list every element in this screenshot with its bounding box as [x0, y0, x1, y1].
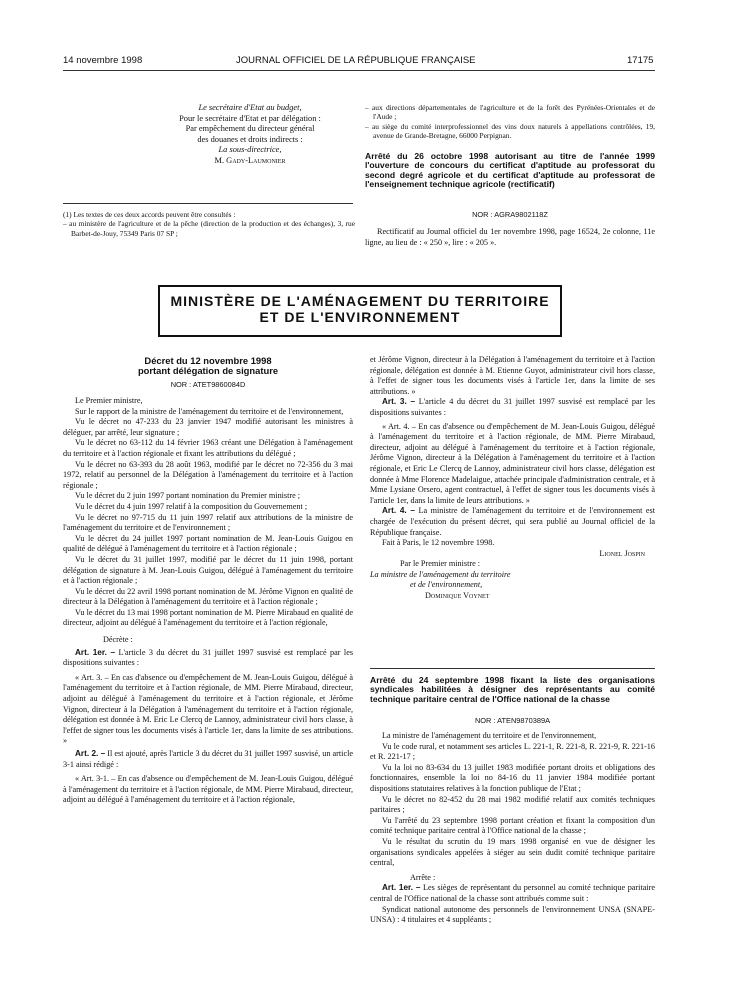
decree-body-right — [370, 355, 655, 602]
article-label: Art. 3. – — [382, 397, 416, 407]
fait-a-paris: Fait à Paris, le 12 novembre 1998. — [382, 538, 495, 548]
paragraph: Sur le rapport de la ministre de l'aménagement du territoire et de l'environnement, — [75, 406, 344, 416]
paragraph: Vu le décret no 82-452 du 28 mai 1982 modifié relatif aux comités techniques paritaires ; — [370, 794, 655, 815]
par-premier-ministre: Par le Premier ministre : — [400, 559, 481, 569]
paragraph: Vu le décret du 24 juillet 1997 portant nomination de M. Jean-Louis Guigou en qualité de délégué à l'aménagement du territoire et à l'action régionale ; — [63, 533, 353, 554]
top-right-list — [365, 103, 655, 141]
paragraph: La ministre de l'aménagement du territoire et de l'environnement, — [382, 731, 597, 740]
paragraph: Vu le décret du 4 juin 1997 relatif à la composition du Gouvernement ; — [75, 501, 308, 511]
paragraph: Vu le résultat du scrutin du 19 mars 1998 organisé en vue de désigner les organisations syndicales appelées à siéger au sein dudit comité technique paritaire central, — [370, 836, 655, 868]
ministry-title-line: ET DE L'ENVIRONNEMENT — [259, 309, 461, 325]
article-1 — [63, 648, 353, 669]
paragraph: et Jérôme Vignon, directeur à la Délégation à l'aménagement du territoire et à l'action régionale, délégation est donnée à M. Etienne Guyot, administrateur civil hors classe, à l'effet de signer tous les documents visés à l'article 1er, dans la limite de ses attributions. » — [370, 355, 655, 396]
paragraph: Vu le décret no 47-233 du 23 janvier 1947 modifié autorisant les ministres à déléguer, par arrêté, leur signature ; — [63, 417, 353, 437]
decree-title-line: Décret du 12 novembre 1998 — [144, 355, 272, 366]
header-rule — [63, 70, 655, 71]
article-label: Art. 4. – — [382, 506, 415, 516]
sig-line: Pour le secrétaire d'Etat et par délégation : — [179, 113, 321, 123]
syndicat-line: Syndicat national autonome des personnels de l'environnement UNSA (SNAPE-UNSA) : 4 titulaires et 4 suppléants ; — [370, 904, 655, 925]
decree-title-line: portant délégation de signature — [137, 365, 279, 376]
nor-ref-atet: NOR : ATET9860084D — [170, 380, 246, 389]
nor-ref-aten: NOR : ATEN9870389A — [474, 716, 551, 725]
article-text: L'article 3 du décret du 31 juillet 1997 susvisé est remplacé par les dispositions suivantes : — [63, 647, 354, 668]
article-text: Les sièges de représentant du personnel au comité technique paritaire central de l'Office national de la chasse sont attribués comme suit : — [370, 883, 655, 903]
ministry-heading-box — [158, 285, 562, 337]
article-text: Il est ajouté, après l'article 3 du décret du 31 juillet 1997 susvisé, un article 3-1 ainsi rédigé : — [63, 749, 353, 769]
section-rule — [370, 668, 655, 669]
paragraph: Vu le décret no 97-715 du 11 juin 1997 relatif aux attributions de la ministre de l'aménagement du territoire et de l'environnement ; — [63, 512, 353, 533]
nor-ref-agra: NOR : AGRA9802118Z — [472, 210, 548, 219]
sig-line: Par empêchement du directeur général — [185, 124, 315, 134]
decrete: Décrète : — [103, 635, 133, 645]
ministre-name: Dominique Voynet — [425, 591, 490, 601]
paragraph: Vu le décret du 13 mai 1998 portant nomination de M. Pierre Mirabaud en qualité de directeur, adjoint au délégué à l'aménagement du territoire et à l'action régionale, — [63, 607, 353, 628]
ministry-title-line: MINISTÈRE DE L'AMÉNAGEMENT DU TERRITOIRE — [170, 293, 550, 309]
arrete-body — [370, 731, 655, 926]
article-label: Art. 2. – — [75, 749, 106, 758]
ministre-title-2: et de l'environnement, — [410, 580, 483, 590]
sig-name: M. Gady-Laumonier — [214, 155, 286, 165]
article-label: Art. 1er. – — [75, 647, 116, 657]
paragraph: Vu le décret du 22 avril 1998 portant nomination de M. Jérôme Vignon en qualité de directeur à la Délégation à l'aménagement du territoire et à l'action régionale ; — [63, 586, 353, 607]
paragraph: Vu le décret du 2 juin 1997 portant nomination du Premier ministre ; — [75, 491, 301, 501]
paragraph: Vu l'arrêté du 23 septembre 1998 portant création et fixant la composition d'un comité technique paritaire central à l'Office national de la chasse ; — [370, 815, 655, 836]
paragraph: Vu le code rural, et notamment ses articles L. 221-1, R. 221-8, R. 221-9, R. 221-16 et R. 221-17 ; — [370, 741, 655, 762]
quote-art-4: « Art. 4. – En cas d'absence ou d'empêchement de M. Jean-Louis Guigou, délégué à l'aménagement du territoire et à l'action régionale, de MM. Pierre Mirabaud, directeur, adjoint au délégué à l'aménagement du territoire et à l'action régionale, Jérôme Vignon, directeur à la Délégation à l'aménagement du territoire et à l'action régionale, et Eric Le Clercq de Lannoy, administrateur civil hors classe, délégation est donnée à Mme Florence Madelaigue, attachée principale d'administration centrale, et à Mme Lysiane Orsero, agent contractuel, à l'effet de signer tous les documents visés à l'article 1er, dans la limite de leurs attributions. » — [370, 421, 655, 505]
paragraph: Vu le décret du 31 juillet 1997, modifié par le décret du 11 juin 1998, portant délégation de signature à M. Jean-Louis Guigou, délégué à l'aménagement du territoire et à l'action régionale ; — [63, 554, 353, 586]
ministre-title: La ministre de l'aménagement du territoire — [370, 569, 511, 579]
article-text: L'article 4 du décret du 31 juillet 1997 susvisé est remplacé par les dispositions suivantes : — [370, 397, 656, 417]
header-journal-title: JOURNAL OFFICIEL DE LA RÉPUBLIQUE FRANÇAISE — [236, 55, 476, 66]
footnote-line: (1) Les textes de ces deux accords peuvent être consultés : — [63, 210, 236, 219]
decree-title — [63, 356, 353, 376]
sig-line: La sous-directrice, — [218, 145, 282, 155]
article-label: Art. 1er. – — [382, 883, 421, 893]
paragraph: Le Premier ministre, — [75, 396, 143, 405]
quote-art-3: « Art. 3. – En cas d'absence ou d'empêchement de M. Jean-Louis Guigou, délégué à l'aménagement du territoire et à l'action régionale, de MM. Pierre Mirabaud, directeur, adjoint au délégué à l'aménagement du territoire et à l'action régionale, et Jérôme Vignon, directeur à la Délégation à l'aménagement du territoire et à l'action régionale, délégation est donnée à M. Eric Le Clercq de Lannoy, administrateur civil hors classe, à l'effet de signer tous les documents visés à l'article 1er, dans la limite de ses attributions. » — [63, 672, 353, 746]
footnote-line: – au ministère de l'agriculture et de la pêche (direction de la production et des échanges), 3, rue Barbet-de-Jouy, 75349 Paris 07 SP ; — [63, 219, 355, 238]
header-page-number: 17175 — [627, 55, 654, 66]
rectificatif-text — [365, 227, 655, 248]
paragraph: Vu le décret no 63-393 du 28 août 1963, modifié par le décret no 72-356 du 3 mai 1972, relatif au personnel de la Délégation à l'aménagement du territoire et à l'action régionale ; — [63, 459, 353, 490]
paragraph: Vu la loi no 83-634 du 13 juillet 1983 modifiée portant droits et obligations des fonctionnaires, ensemble la loi no 84-16 du 11 janvier 1984 modifiée portant dispositions statutaires relatives à la fonction publique de l'Etat ; — [370, 762, 655, 793]
arrete-word: Arrête : — [410, 872, 436, 882]
signer-name: Lionel Jospin — [599, 548, 645, 558]
arrete-24-sept-title: Arrêté du 24 septembre 1998 fixant la liste des organisations syndicales habilitées à désigner des représentants au comité technique paritaire central de l'Office national de la chasse — [370, 675, 655, 704]
paragraph: Vu le décret no 63-112 du 14 février 1963 créant une Délégation à l'aménagement du territoire et à l'action régionale et fixant les attributions du délégué ; — [63, 438, 353, 458]
footnote-rule — [63, 203, 353, 204]
list-item: – au siège du comité interprofessionnel des vins doux naturels à appellations contrôlées, 19, avenue de Grande-Bretagne, 66000 Perpignan. — [365, 121, 655, 141]
list-item: – aux directions départementales de l'agriculture et de la forêt des Pyrénées-Orientales et de l'Aude ; — [365, 103, 655, 122]
article-text: La ministre de l'aménagement du territoire et de l'environnement est chargée de l'exécution du présent décret, qui sera publié au Journal officiel de la République française. — [370, 506, 656, 537]
sig-line: des douanes et droits indirects : — [197, 134, 303, 144]
arrete-rectificatif-title: Arrêté du 26 octobre 1998 autorisant au titre de l'année 1999 l'ouverture de concours du certificat d'aptitude au professorat du second degré agricole et du certificat d'aptitude au professorat de l'enseignement technique agricole (rectificatif) — [365, 151, 655, 190]
rectificatif-paragraph: Rectificatif au Journal officiel du 1er novembre 1998, page 16524, 2e colonne, 11e ligne, au lieu de : « 250 », lire : « 205 ». — [365, 227, 655, 247]
sig-line: Le secrétaire d'Etat au budget, — [198, 103, 302, 112]
decree-body-left — [63, 396, 353, 806]
quote-art-3-1: « Art. 3-1. – En cas d'absence ou d'empêchement de M. Jean-Louis Guigou, délégué à l'aménagement du territoire et à l'action régionale, de MM. Pierre Mirabaud, directeur, adjoint au délégué à l'aménagement du territoire et à l'action régionale, — [63, 774, 353, 805]
footnote — [63, 210, 355, 238]
article-4 — [370, 506, 655, 538]
article-3 — [370, 397, 655, 418]
article-1b — [370, 883, 655, 904]
article-2 — [63, 749, 353, 770]
header-date: 14 novembre 1998 — [63, 55, 143, 66]
signature-block-budget — [150, 103, 350, 167]
